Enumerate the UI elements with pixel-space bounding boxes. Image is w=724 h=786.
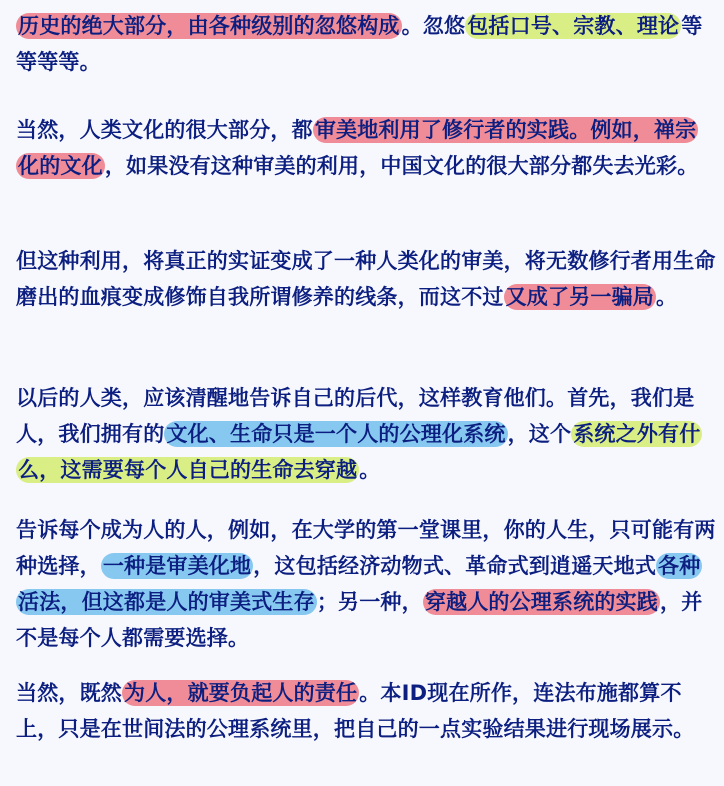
highlight-red: 历史的绝大部分，由各种级别的忽悠构成 [18, 14, 400, 38]
highlight-red: 又成了另一骗局 [505, 285, 655, 309]
highlight-blue: 文化、生命只是一个人的公理化系统 [166, 422, 506, 446]
highlight-red: 审美地利用了修行者的实践。例如，禅宗化的文化 [18, 118, 697, 178]
text-segment: 但这种利用，将真正的实证变成了一种人类化的审美，将无数修行者用生命磨出的血痕变成修饰自我所谓修养的线条，而这不过 [16, 249, 716, 309]
paragraph-2 [16, 112, 716, 184]
highlight-red: 为人，就要负起人的责任 [124, 681, 358, 705]
paragraph-6 [16, 675, 716, 747]
text-segment: ，这包括经济动物式、革命式到逍遥天地式 [253, 554, 657, 578]
text-segment: 。忽悠 [401, 14, 466, 38]
text-segment: 告诉每个成为人的人，例如，在大学的第一堂课里，你的人生，只可能有两种选择， [16, 518, 716, 578]
highlight-blue: 各种活法，但这都是人的审美式生存 [18, 554, 701, 614]
text-segment: 当然，人类文化的很大部分，都 [16, 118, 313, 142]
highlight-yellow: 包括口号、宗教、理论 [467, 14, 680, 38]
text-segment: ，并不是每个人都需要选择。 [16, 590, 703, 650]
paragraph-5 [16, 512, 716, 656]
text-segment: ；另一种， [316, 590, 423, 614]
highlight-blue: 一种是审美化地 [102, 554, 252, 578]
text-segment: 等等等等。 [16, 14, 703, 74]
highlight-yellow: 系统之外有什么，这需要每个人自己的生命去穿越 [18, 422, 701, 482]
text-segment: ，如果没有这种审美的利用，中国文化的很大部分都失去光彩。 [104, 154, 699, 178]
paragraph-1 [16, 8, 716, 80]
paragraph-4 [16, 380, 716, 488]
text-segment: 。本ID现在所作，连法布施都算不上，只是在世间法的公理系统里，把自己的一点实验结果进行现场展示。 [16, 681, 695, 741]
text-segment: 。 [359, 458, 381, 482]
paragraph-3 [16, 243, 716, 315]
text-segment: 。 [656, 285, 678, 309]
text-segment: 当然，既然 [16, 681, 122, 705]
highlight-red: 穿越人的公理系统的实践 [424, 590, 659, 614]
text-segment: 以后的人类，应该清醒地告诉自己的后代，这样教育他们。首先，我们是人，我们拥有的 [16, 386, 695, 446]
text-segment: ，这个 [507, 422, 572, 446]
